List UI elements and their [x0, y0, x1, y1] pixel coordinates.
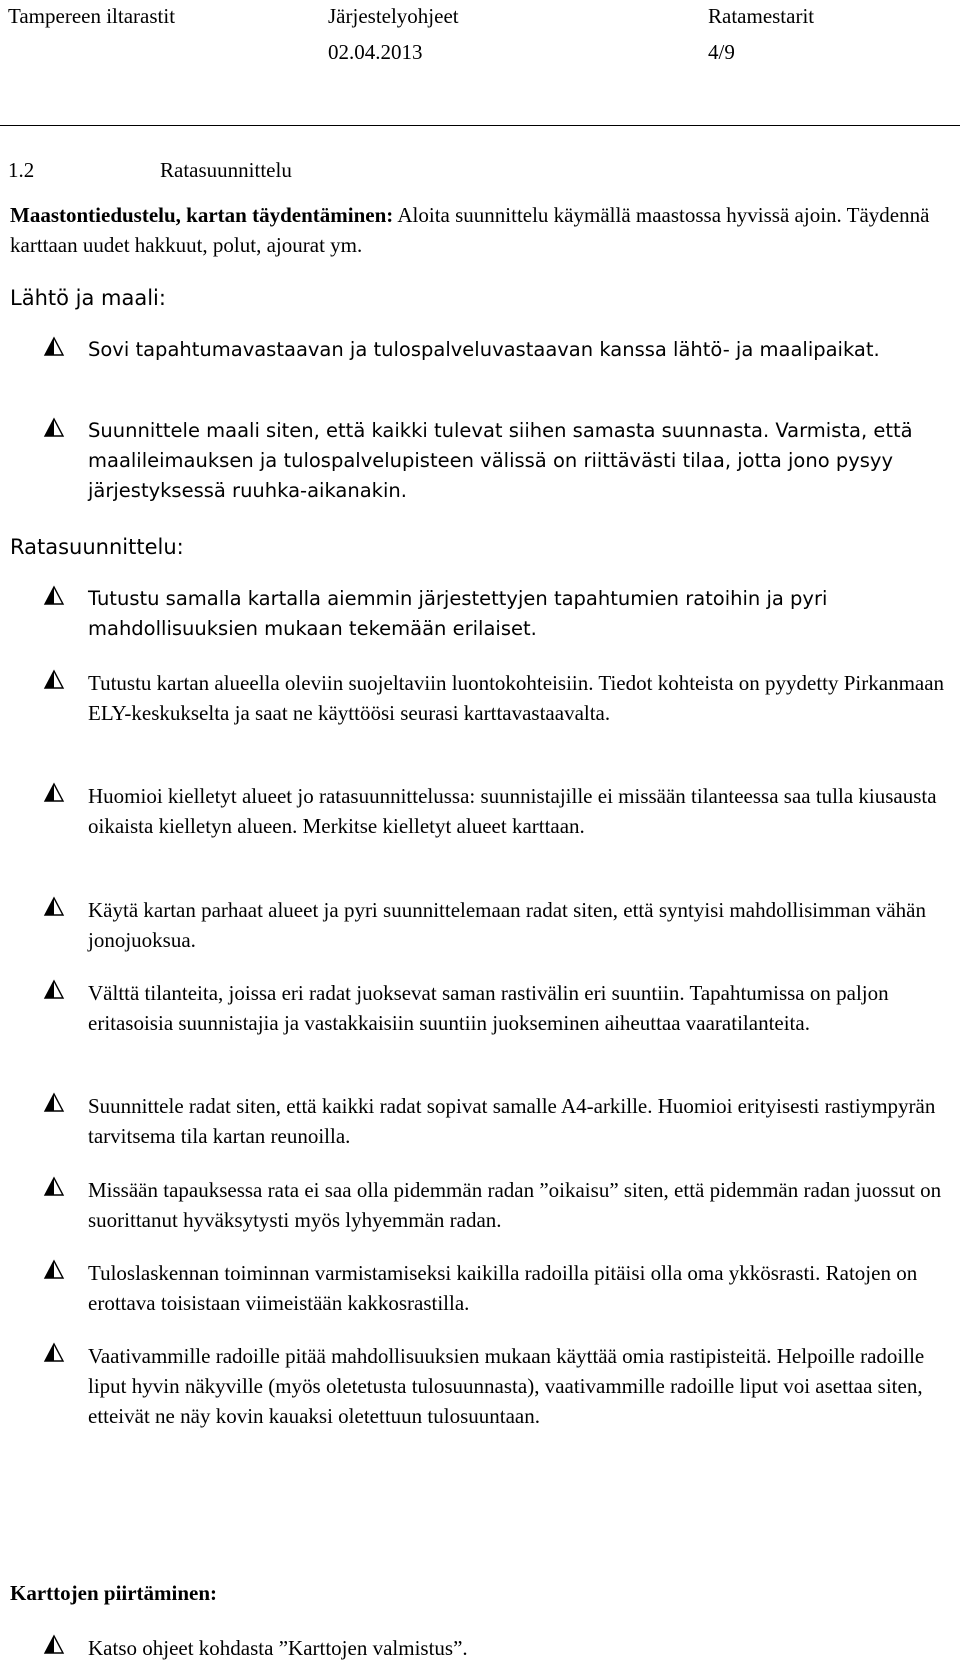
course-planning-heading: Ratasuunnittelu: [10, 535, 184, 559]
control-flag-icon [42, 1341, 66, 1371]
control-flag-icon [42, 1175, 66, 1205]
control-flag-icon [42, 335, 66, 365]
list-item-text: Välttä tilanteita, joissa eri radat juoksevat saman rastivälin eri suuntiin. Tapahtumissa on paljon eritasoisia suunnistajia ja vastakkaisiin suuntiin juokseminen aiheuttaa vaaratilanteita. [88, 981, 889, 1035]
map-drawing-heading: Karttojen piirtäminen: [10, 1581, 218, 1605]
section-title: Ratasuunnittelu [160, 158, 292, 182]
control-flag-icon [42, 584, 66, 614]
header-org: Tampereen iltarastit [8, 4, 176, 28]
list-item-text: Vaativammille radoille pitää mahdollisuuksien mukaan käyttää omia rastipisteitä. Helpoille radoille liput hyvin näkyville (myös oletetusta tulosuunnasta), vaativammille radoille liput voi asettaa siten, etteivät ne näy kovin kauaksi oletettuun tulosuuntaan. [88, 1344, 925, 1428]
control-flag-icon [42, 978, 66, 1008]
list-item-text: Tutustu samalla kartalla aiemmin järjestettyjen tapahtumien ratoihin ja pyri mahdollisuuksien mukaan tekemään erilaiset. [88, 587, 828, 640]
start-finish-heading: Lähtö ja maali: [10, 286, 166, 310]
list-item-text: Sovi tapahtumavastaavan ja tulospalveluvastaavan kanssa lähtö- ja maalipaikat. [88, 338, 880, 361]
header-doc-title: Järjestelyohjeet [328, 4, 459, 28]
header-date: 02.04.2013 [328, 40, 423, 64]
header-divider [0, 125, 960, 126]
section-number: 1.2 [8, 158, 35, 182]
list-item-text: Huomioi kielletyt alueet jo ratasuunnittelussa: suunnistajille ei missään tilanteessa saa tulla kiusausta oikaista kielletyn alueen. Merkitse kielletyt alueet karttaan. [88, 784, 937, 838]
list-item-text: Suunnittele maali siten, että kaikki tulevat siihen samasta suunnasta. Varmista, että maalileimauksen ja tulospalvelupisteen välissä on riittävästi tilaa, jotta jono pysyy järjestyksessä ruuhka-aikanakin. [88, 419, 913, 502]
intro-paragraph [10, 200, 940, 260]
header-page-number: 4/9 [708, 40, 735, 64]
control-flag-icon [42, 416, 66, 446]
list-item-text: Käytä kartan parhaat alueet ja pyri suunnittelemaan radat siten, että syntyisi mahdollisimman vähän jonojuoksua. [88, 898, 926, 952]
control-flag-icon [42, 1633, 66, 1663]
list-item-text: Suunnittele radat siten, että kaikki radat sopivat samalle A4-arkille. Huomioi erityisesti rastiympyrän tarvitsema tila kartan reunoilla. [88, 1094, 936, 1148]
list-item-text: Tuloslaskennan toiminnan varmistamiseksi kaikilla radoilla pitäisi olla oma ykkösrasti. Ratojen on erottava toisistaan viimeistään kakkosrastilla. [88, 1261, 918, 1315]
intro-label: Maastontiedustelu, kartan täydentäminen: [10, 203, 394, 227]
header-role: Ratamestarit [708, 4, 815, 28]
control-flag-icon [42, 1091, 66, 1121]
control-flag-icon [42, 668, 66, 698]
list-item-text: Katso ohjeet kohdasta ”Karttojen valmistus”. [88, 1636, 468, 1660]
control-flag-icon [42, 781, 66, 811]
list-item-text: Missään tapauksessa rata ei saa olla pidemmän radan ”oikaisu” siten, että pidemmän radan juossut on suorittanut hyväksytysti myös lyhyemmän radan. [88, 1178, 942, 1232]
control-flag-icon [42, 895, 66, 925]
list-item-text: Tutustu kartan alueella oleviin suojeltaviin luontokohteisiin. Tiedot kohteista on pyydetty Pirkanmaan ELY-keskukselta ja saat ne käyttöösi seurasi karttavastaavalta. [88, 671, 945, 725]
intro-text: Aloita suunnittelu käymällä maastossa hyvissä ajoin. Täydennä karttaan uudet hakkuut, polut, ajourat ym. [10, 203, 930, 257]
control-flag-icon [42, 1258, 66, 1288]
